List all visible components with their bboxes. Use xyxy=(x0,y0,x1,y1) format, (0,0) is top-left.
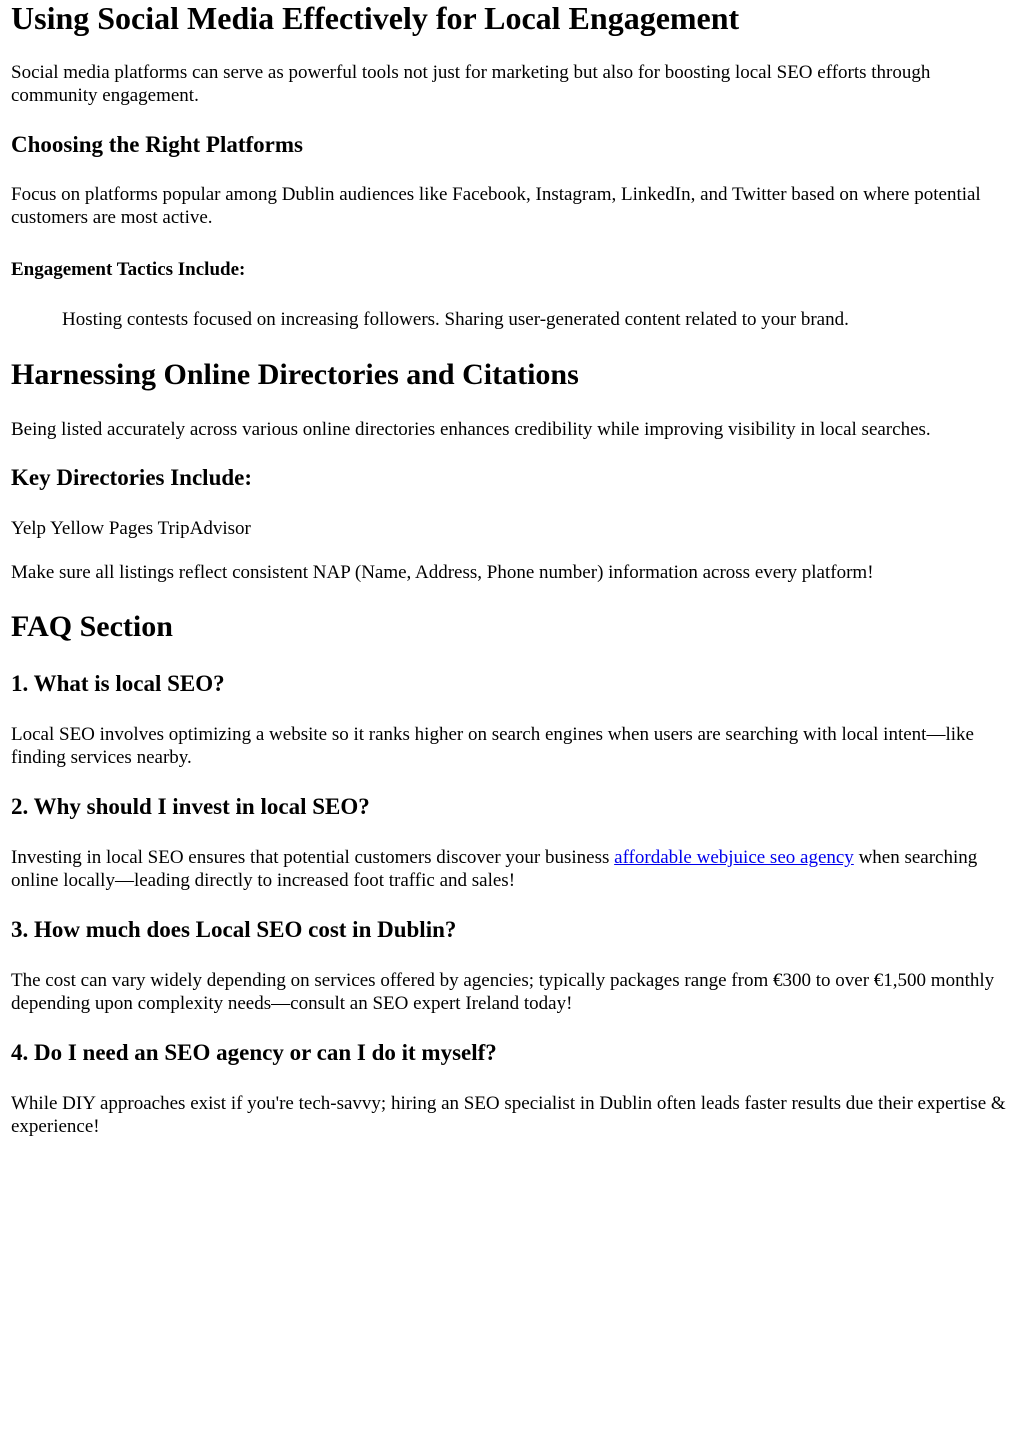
faq-question-2: 2. Why should I invest in local SEO? xyxy=(11,794,370,819)
faq-answer-2-text-after: when searching online locally—leading directly to increased foot traffic and sales! xyxy=(11,847,978,891)
faq-answer-3: The cost can vary widely depending on services offered by agencies; typically packages range from €300 to over €1,500 monthly depending upon complexity needs—consult an SEO expert Ireland today! xyxy=(11,970,995,1014)
heading-online-directories: Harnessing Online Directories and Citations xyxy=(11,358,579,391)
paragraph-directories-intro: Being listed accurately across various online directories enhances credibility while improving visibility in local searches. xyxy=(11,419,931,440)
faq-question-1: 1. What is local SEO? xyxy=(11,671,225,696)
paragraph-platforms: Focus on platforms popular among Dublin audiences like Facebook, Instagram, LinkedIn, and Twitter based on where potential customers are most active. xyxy=(11,184,981,228)
paragraph-directories-list: Yelp Yellow Pages TripAdvisor xyxy=(11,518,251,539)
faq-answer-4: While DIY approaches exist if you're tech-savvy; hiring an SEO specialist in Dublin often leads faster results due their expertise & experience! xyxy=(11,1093,1006,1137)
paragraph-social-intro: Social media platforms can serve as powerful tools not just for marketing but also for boosting local SEO efforts through community engagement. xyxy=(11,62,931,106)
heading-choosing-platforms: Choosing the Right Platforms xyxy=(11,132,303,157)
faq-answer-1: Local SEO involves optimizing a website so it ranks higher on search engines when users are searching with local intent—like finding services nearby. xyxy=(11,724,974,768)
agency-link[interactable]: affordable webjuice seo agency xyxy=(614,847,854,868)
heading-key-directories: Key Directories Include: xyxy=(11,465,253,490)
faq-answer-2 xyxy=(11,846,1014,892)
paragraph-nap: Make sure all listings reflect consistent NAP (Name, Address, Phone number) information across every platform! xyxy=(11,562,874,583)
heading-social-media: Using Social Media Effectively for Local Engagement xyxy=(11,0,740,36)
faq-question-4: 4. Do I need an SEO agency or can I do it myself? xyxy=(11,1040,497,1065)
heading-faq: FAQ Section xyxy=(11,610,173,643)
heading-engagement-tactics: Engagement Tactics Include: xyxy=(11,259,246,280)
paragraph-tactics-list: Hosting contests focused on increasing followers. Sharing user-generated content related to your brand. xyxy=(62,309,849,330)
faq-question-3: 3. How much does Local SEO cost in Dublin? xyxy=(11,917,457,942)
faq-answer-2-text-before: Investing in local SEO ensures that potential customers discover your business xyxy=(11,847,615,868)
